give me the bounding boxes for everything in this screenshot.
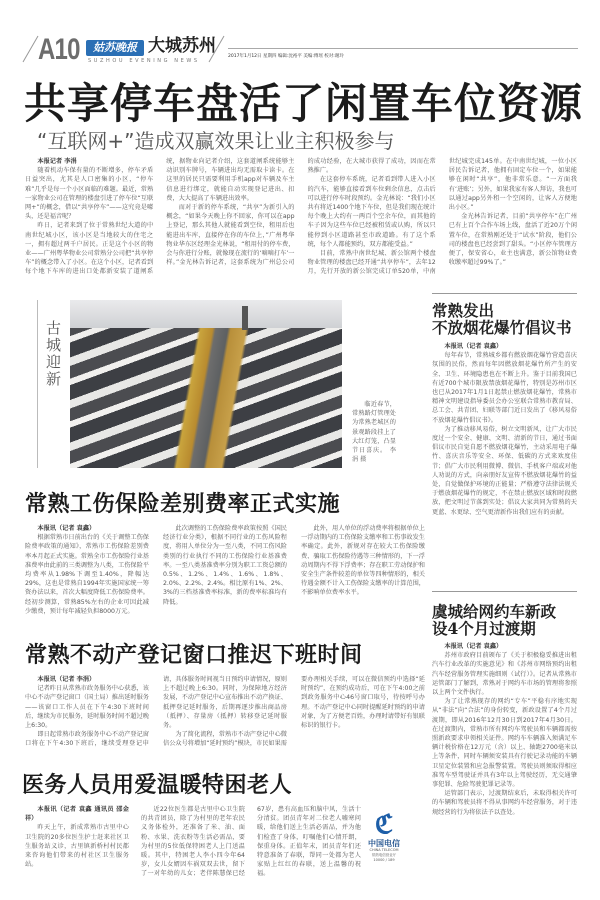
photo-sky: [70, 300, 342, 328]
photo-label: 古城迎新: [46, 319, 62, 388]
lead-headline: 共享停车盘活了闲置车位资源: [24, 79, 584, 128]
ad-brand: 中国电信: [368, 838, 400, 848]
byline: 本报讯（记者 袁鑫）: [444, 343, 503, 350]
fireworks-headline: [432, 302, 577, 336]
column-divider: [432, 293, 577, 294]
paragraph: 每年春节，常熟城乡都有燃放烟花爆竹营造喜庆氛围的民俗，然而每年因燃放烟花爆竹所产生的安全、卫生、环境隐患也在不断上升。鉴于目前我国已有近700个城市限放禁放烟花爆竹，特别是苏州市区也已从2017年1月1日起禁止燃放烟花爆竹，常熟市精神文明建设指导委员会办公室联合常熟市教育局、总工会、共青团、妇联等部门近日发出了《移风易俗 不放烟花爆竹倡议书》。: [432, 352, 577, 424]
paragraph: 苏州市政府目前颁布了《关于积极稳妥推进出租汽车行业改革的实施意见》和《苏州市网络预约出租汽车经营服务管理实施细则（试行）》。记者从常熟市运管部门了解到，常熟对于网约车市场的管理将参照以上两个文件执行。: [432, 652, 577, 697]
paragraph: 运管部门表示，过渡期结束后，未取得相关许可的车辆和驾驶员将不得从事网约车经营服务，对于违规经营的行为将依法予以查处。: [432, 790, 577, 816]
column-divider: [432, 591, 577, 592]
paragraph: 根据常熟市日前出台的《关于调整工伤保险费率政策的通知》，常熟市工伤保险差别费率本月起正式实施。常熟全市工伤保险行业基准费率由此前的三类调整为八类，工伤保险平均费率从1.98%下调至1.40%，降幅达29%，这也是常熟自1994年实施国家统一筹资办法以来，首次大幅度降低工伤保险费率。经初步测算，常熟85%左右的企业可因此减少缴费，预计每年减轻负担8000万元。: [25, 534, 149, 615]
paper-logo: 姑苏晚报: [86, 40, 144, 56]
headline-line: 设4个月过渡期: [432, 619, 536, 638]
ridehailing-headline: [432, 603, 577, 637]
paragraph: 为了推动移风易俗，树立文明新风，让广大市民度过一个安全、健康、文明、清新的节日，通过书面倡议市民自觉自愿不燃放烟花爆竹，主动采用电子爆竹、喜庆音乐等安全、环保、低碳的方式来欢度佳节；倡广大市民利用微博、微信、手机客户端或对他人劝说的方式，向亲朋好友宣传不燃放烟花爆竹的益处，自觉做保护环境的正能量；严格遵守法律法规关于燃放烟花爆竹的规定，不在禁止燃放区域和时段燃放，把文明过节落到实处；倡议大家共同为常熟的天更蓝、水更绿、空气更清新作出我们应有的贡献。: [432, 425, 577, 516]
paragraph: 目前，常熟中南世纪城、新公馆两个楼盘物业管理的楼盘已经开通“共享停车”，去年12月，先行开放的新公馆完成订单520单，中南世纪城完成145单。在中南世纪城，一位小区居民告诉记者，他拥有固定车位一个，如果能够在闲时“共享”，他非常乐意。“一方面我有‘进账’；另外，如果我家有客人拜访，我也可以通过app另外租一个空闲的，让客人方便地出小区。”: [307, 158, 577, 276]
lead-subheadline: “互联网+”造成双赢效果让业主积极参与: [37, 129, 395, 153]
byline: 本报讯（记者 袁鑫 通讯员 邵金祥）: [25, 806, 129, 823]
issue-meta: 2017年1月12日 星期四 编辑:沈裕平 美编:傅瑶 校对:谢玲: [228, 54, 344, 59]
paragraph: 在这套停车系统，记者看到带人进入小区的汽车，能够直接看到车位剩余信息，点击后可以进行停车时段预约。金光林说：“我们小区共有将近1400个地下车位，但是我们现在统计每个晚上大约有一两百个空余车位，而其他的车子因为这些车位已经被租赁或认购，所以只能停到小区道路甚至市政道路。有了这个系统，每个人都能预约，双方都能受益。”: [307, 176, 436, 248]
china-telecom-ad: [366, 812, 402, 863]
byline: 本报讯（记者 李涓）: [37, 676, 96, 683]
ad-brand-en: CHINA TELECOM: [369, 848, 399, 852]
paragraph: 记者昨日从常熟市政务服务中心获悉，该中心不动产登记窗口（国土局）推出延时服务——该窗口工作人员在下午4:30下班时间后，继续为市民服务，延时服务时间不超过晚上6:30。: [25, 685, 149, 730]
masthead-slash: [23, 36, 39, 62]
headline-line: 常熟发出: [432, 301, 495, 320]
page-number: A10: [38, 33, 80, 66]
lead-body: [25, 157, 577, 277]
section-title: 大城苏州: [148, 36, 216, 56]
paper-name-en: SUZHOU EVENING NEWS: [88, 58, 200, 64]
paragraph: 即日起常熟市政务服务中心不动产登记窗口将在下午4:30下班后，继续受理登记申请，具体服务时间视当日预约申请情况，原则上不超过晚上6:30。同时，为保障地方经济发展，不动产登记中心宣布推出不动产换证、抵押登记延时服务，后期再逐步推出商品房（抵押）、存量房（抵押）转移登记延时服务。: [25, 676, 287, 748]
aerial-photo: [70, 300, 342, 468]
paragraph: 为了让常熟现存的网约“专车”平稳有序地实现从“非法”向“合法”的身份转变，新政设置了4个月过渡期，即从2016年12月30日到2017年4月30日。在过渡期内，常熟市所有网约车驾驶员和车辆都需按照新政要求申领相关证件。网约车车辆准入须满足车辆计税价格在12万元（含）以上、轴距2700毫米以上等条件，同时车辆须安装具有行驶记录功能的车辆卫星定位装置和应急报警装置。驾驶员则须取得相应准驾车型驾驶证并具有3年以上驾驶经历，无交通肇事犯罪、危险驾驶犯罪记录等。: [432, 698, 577, 789]
byline: 本报记者 李涓: [37, 158, 77, 165]
insurance-body: [25, 524, 425, 616]
paragraph: 而对于新的停车系统，“共享”为新引入的概念，“如果今天晚上你不回家，你可以在app上登记，那么其他人就能看到空位，租用后也能进出车库，直接停在你的车位上，”广州粤华物业华东区经理金光林说，“租用付的停车费，会与你进行分账，就像现在流行的‘嘀嘀打车’一样。”金光林告诉记者，这套系统为广州总公司的成功经验，在大城市获得了成功，因而在常熟推广。: [166, 158, 436, 267]
headline-line: 虞城给网约车新政: [432, 602, 557, 621]
realestate-body: [25, 675, 425, 749]
photo-pagoda: [242, 306, 248, 330]
paragraph: 随着机动车保有量的不断增多，停车矛盾日益突出，尤其是人口密集的小区，“停车难”几乎是每一个小区面临的难题。最近，常熟一家物业公司在管理的楼盘引进了停车位“互联网+”的概念，借以“共享停车”——这究竟是噱头，还是福音呢？: [25, 167, 154, 221]
paragraph: 金光林告诉记者，目前“共享停车”在广州已有上百个合作车场上线，盘活了近20万个闲置车位，在常熟刚还处于“试水”阶段，他们公司的楼盘也已经尝到了甜头。“小区停车管理方便了，保安省心，业主也满意，新公馆物业费收缴率超过99%了。”: [448, 213, 577, 267]
ad-line: 常熟电信营业厅: [371, 853, 397, 857]
paragraph: 此次调整的工伤保险费率政策按照《国民经济行业分类》，根据不同行业的工伤风险程度，将用人单位分为一至八类，不同工伤风险类别的行业执行不同的工伤保险行业基准费率。一至八类基准费率分别为职工工资总额的0.5%、1.2%、1.4%、1.6%、1.8%、2.0%、2.2%、2.4%。相比原有1%、2%、3%的三档基准费率标准，新的费率标准均有降低。: [163, 525, 287, 606]
byline: 本报讯（记者 袁鑫）: [444, 643, 503, 650]
byline: 本报讯（记者 袁鑫）: [37, 525, 96, 532]
telecom-logo-icon: ℭ: [374, 810, 394, 840]
headline-line: 不放烟花爆竹倡议书: [432, 318, 572, 337]
realestate-headline: 常熟不动产登记窗口推迟下班时间: [25, 643, 363, 668]
medical-headline: 医务人员用爱温暖特困老人: [22, 773, 293, 798]
paragraph: 此外，用人单位的浮动费率将根据单位上一浮动期内的工伤保险支缴率和工伤事故发生率确定。此外，新规对存在较大工伤保险缴费、骗取工伤保险待遇等三种情形的，下一浮动周期内不得下浮费率；存在职工劳动保护和安全生产条件较差的单位等四种情形的，相关待遇金额不计入工伤保险支缴率的计算范围，不影响单位费率水平。: [301, 525, 425, 597]
ridehailing-body: [432, 642, 577, 817]
paragraph: 昨日，记者来到了位于常熟世纪大道的中南世纪城小区，该小区是当地较大的住宅之一，拥有超过两千户居民。正是这个小区的物业——广州粤华物业公司常熟分公司把“共享停车”的概念带入了小区。在这个小区，记者看到每个地下车库的进出口处都新安装了道闸系统，据物业向记者介绍，这套道闸系统能够主动识别车牌号，车辆进出均无需取卡读卡。在这里的居民只需要利用手机app对车辆及车主信息进行绑定，就能自动实现登记进出、扣费，大大提高了车辆进出效率。: [25, 158, 295, 276]
insurance-headline: 常熟工伤保险差别费率正式实施: [25, 492, 341, 517]
paragraph: 为了简化流程，常熟市不动产登记中心微信公众号将增加“延时预约”模块，市民如果需要办理相关手续，可以在微信预约中选择“延时预约”，在预约成功后，可在下午4:00之前到政务服务中心46号窗口取号，待按呼号办理。不动产登记中心同时提醒延时预约的申请对象，为了方便老百姓，办理时请带好有银联标识的银行卡。: [163, 676, 425, 748]
photo-frame: [37, 300, 38, 468]
fireworks-body: [432, 342, 577, 517]
caption-text: 临近春节，常熟路灯管理处为常熟老城区的景观路段挂上了大红灯笼，凸显节日喜庆。 李涓 摄: [352, 401, 396, 464]
medical-body: [25, 805, 361, 879]
paragraph: 昨天上午，新成常熟市古里中心卫生院的20多位医生护士赶来社区卫生服务站义诊，古里镇新桥村村民都来咨询他们带来的村社区卫生服务站。: [25, 824, 129, 869]
ad-line: 10000 / 189: [373, 858, 395, 862]
photo-caption: [352, 400, 396, 464]
masthead-rule: [228, 48, 578, 49]
paragraph: 近22位医生都是古里中心卫生院的共青团员，除了为村里的老年农民义务体检外，还准备了米、油、面粉、水果、洗衣粉等生活必需品，要为村里的5位低保特困老人上门送温暖。其中，特困老人李小四今年64岁，女儿女婿因车祸双双去世，留下了一对年幼的儿女；老伴陈慧保已经67岁，患有高血压和脑中风，生活十分清贫。团员青年对二位老人嘘寒问暖，给他们送上生活必需品，并为他们检查了身体，叮嘱他们心情开朗，保重身体。正值年末，团员青年们还特意准备了春联，帮同一处都为老人家贴上红红的春联，送上温馨的祝福。: [141, 806, 361, 878]
